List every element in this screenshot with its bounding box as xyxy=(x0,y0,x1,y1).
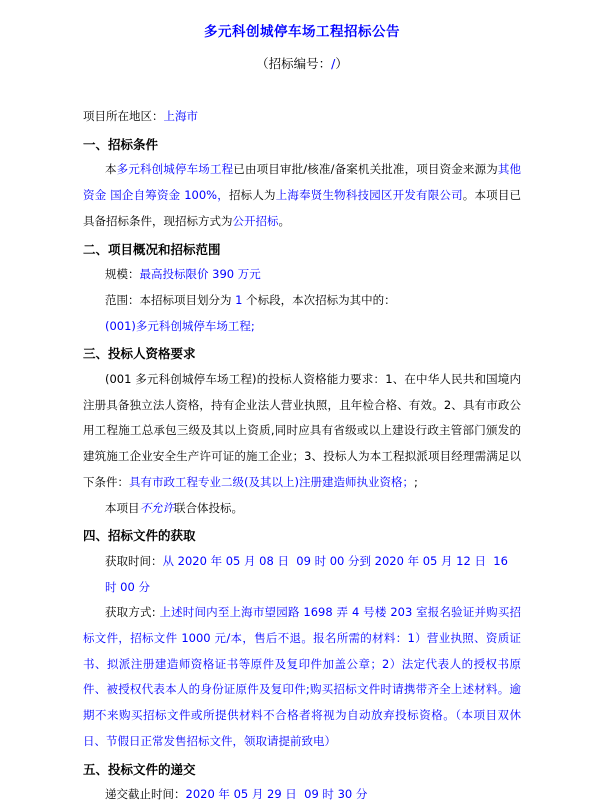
section-heading-document-acquisition: 四、招标文件的获取 xyxy=(83,528,196,544)
bid-conditions-paragraph xyxy=(83,157,521,234)
scale-line xyxy=(83,262,521,288)
text-segment: 招标人为 xyxy=(228,188,276,203)
submission-deadline-line xyxy=(83,782,521,808)
scope-line xyxy=(83,288,521,314)
submission-deadline-highlight: 2020 年 05 月 29 日 09 时 30 分 xyxy=(185,787,368,802)
text-segment: 已由项目审批/核准/备案机关批准，项目资金来源为 xyxy=(233,162,498,177)
acquisition-method-label: 获取方式: xyxy=(105,605,156,620)
project-name-highlight: 多元科创城停车场工程 xyxy=(116,162,234,177)
text-segment: 联合体投标。 xyxy=(174,500,243,515)
text-segment: 。本项目已具备招标条件，现招标方式为 xyxy=(83,188,522,228)
acquisition-method-paragraph xyxy=(83,600,521,754)
location-value: 上海市 xyxy=(163,109,198,123)
submission-deadline-label: 递交截止时间： xyxy=(105,787,186,802)
section-heading-bidder-qualification: 三、投标人资格要求 xyxy=(83,346,196,362)
acquisition-time-label: 获取时间： xyxy=(105,553,163,568)
text-segment: 本 xyxy=(105,162,117,177)
tender-number-prefix: （招标编号： xyxy=(256,56,332,71)
acquisition-time-line xyxy=(83,549,521,600)
acquisition-time-highlight: 从 2020 年 05 月 08 日 09 时 00 分到 2020 年 05 月 12 日 16 时 00 分 xyxy=(105,553,512,594)
joint-venture-line xyxy=(83,496,521,522)
bidder-qualification-paragraph xyxy=(83,367,521,496)
location-label: 项目所在地区： xyxy=(83,109,164,123)
tender-number-suffix: ） xyxy=(335,56,348,71)
section-heading-bid-conditions: 一、招标条件 xyxy=(83,136,159,152)
price-limit-highlight: 最高投标限价 390 万元 xyxy=(139,267,261,282)
scale-label: 规模： xyxy=(105,267,140,282)
lot-count-highlight: 1 xyxy=(235,292,243,307)
not-allowed-highlight: 不允许 xyxy=(139,500,174,515)
text-segment: 。 xyxy=(278,213,290,228)
acquisition-method-highlight: 上述时间内至上海市望园路 1698 弄 4 号楼 203 室报名验证并购买招标文件，招标文件 1000 元/本，售后不退。报名所需的材料：1）营业执照、资质证书、拟派注册建造师资格证书等原件及复印件加盖公章；2）法定代表人的授权书原件、被授权代表本人的身份证原件及复印件;购买招标文件时请携带齐全上述材料。逾期不来购买招标文件或所提供材料不合格者将视为自动放弃投标资格。（本项目双休日、节假日正常发售招标文件，领取请提前致电） xyxy=(83,605,522,748)
section-heading-project-overview: 二、项目概况和招标范围 xyxy=(83,241,221,257)
section-heading-bid-submission: 五、投标文件的递交 xyxy=(83,761,196,777)
project-location-line xyxy=(83,104,521,130)
tenderee-name-highlight: 上海奉贤生物科技园区开发有限公司 xyxy=(275,188,463,203)
tender-number-line xyxy=(83,55,521,73)
text-segment: (001 多元科创城停车场工程)的投标人资格能力要求：1、在中华人民共和国境内注册具备独立法人资格，持有企业法人营业执照，且年检合格、有效。2、具有市政公用工程施工总承包三级及其以上资质,同时应具有省级或以上建设行政主管部门颁发的建筑施工企业安全生产许可证的施工企业；3、投标人为本工程拟派项目经理需满足以下条件： xyxy=(83,372,521,489)
lot-name-line: (001)多元科创城停车场工程; xyxy=(105,318,255,333)
document-title: 多元科创城停车场工程招标公告 xyxy=(204,24,400,40)
text-segment: 本项目 xyxy=(105,500,140,515)
bid-method-highlight: 公开招标 xyxy=(232,213,279,228)
qualification-requirement-highlight: 具有市政工程专业二级(及其以上)注册建造师执业资格； xyxy=(129,474,414,489)
text-segment: 范围：本招标项目划分为 xyxy=(105,292,236,307)
text-segment: ; xyxy=(413,474,418,489)
text-segment: 个标段，本次招标为其中的： xyxy=(242,292,396,307)
fund-source-highlight: 其他资金 国企自筹资金 100%， xyxy=(83,162,522,203)
tender-number-value: / xyxy=(331,56,336,71)
